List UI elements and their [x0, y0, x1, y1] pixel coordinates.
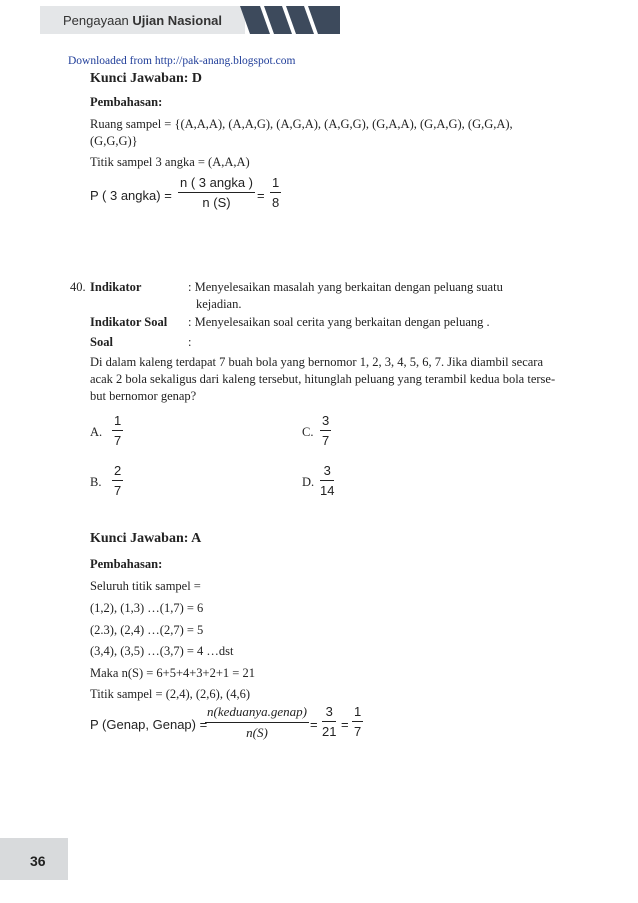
q40-line-0: Seluruh titik sampel = — [90, 579, 201, 593]
q40-soal-line2: acak 2 bola sekaligus dari kaleng tersebut, hitunglah peluang yang terambil kedua bola terse- — [90, 372, 556, 386]
q40-formula-lhs: P (Genap, Genap) = — [90, 717, 208, 732]
q39-pembahasan-label: Pembahasan: — [90, 95, 163, 109]
q40-line-2: (2.3), (2,4) …(2,7) = 5 — [90, 623, 204, 637]
option-d-fraction: 3 14 — [320, 463, 335, 498]
q40-formula-eq1: = — [310, 717, 318, 732]
q40-indikator-value2: kejadian. — [196, 297, 242, 311]
option-a-letter: A. — [90, 425, 103, 439]
option-c-fraction: 3 7 — [322, 413, 330, 448]
q40-pembahasan-label: Pembahasan: — [90, 557, 163, 571]
option-c-letter: C. — [302, 425, 314, 439]
q40-line-1: (1,2), (1,3) …(1,7) = 6 — [90, 601, 204, 615]
q40-formula-fraction: n(keduanya.genap) n(S) — [207, 704, 307, 740]
q40-soal-label: Soal — [90, 335, 113, 349]
q40-number: 40. — [70, 280, 86, 294]
q40-formula-fraction2: 3 21 — [322, 704, 337, 739]
q40-soal-line1: Di dalam kaleng terdapat 7 buah bola yang bernomor 1, 2, 3, 4, 5, 6, 7. Jika diambil secara — [90, 355, 543, 369]
q40-indikator-value: : Menyelesaikan masalah yang berkaitan dengan peluang suatu — [188, 280, 503, 294]
header-stripes — [230, 6, 340, 34]
q40-formula-eq2: = — [341, 717, 349, 732]
option-b-letter: B. — [90, 475, 102, 489]
page-header — [0, 0, 638, 40]
q40-line-4: Maka n(S) = 6+5+4+3+2+1 = 21 — [90, 666, 255, 680]
q40-formula-result: 1 7 — [354, 704, 362, 739]
q40-soal-colon: : — [188, 335, 192, 349]
q39-line2: (G,G,G)} — [90, 134, 138, 148]
q39-formula-lhs: P ( 3 angka) = — [90, 188, 172, 203]
header-title: Pengayaan Ujian Nasional — [63, 13, 222, 28]
q40-line-3: (3,4), (3,5) …(3,7) = 4 …dst — [90, 644, 234, 658]
download-link[interactable]: Downloaded from http://pak-anang.blogspot.com — [68, 55, 296, 67]
q39-formula-fraction: n ( 3 angka ) n (S) — [180, 175, 253, 210]
q40-indikator-soal-label: Indikator Soal — [90, 315, 168, 329]
q39-line3: Titik sampel 3 angka = (A,A,A) — [90, 155, 250, 169]
q39-formula-result: 1 8 — [272, 175, 280, 210]
option-d-letter: D. — [302, 475, 315, 489]
q40-indikator-label: Indikator — [90, 280, 142, 294]
q40-line-5: Titik sampel = (2,4), (2,6), (4,6) — [90, 687, 251, 701]
q39-kunci: Kunci Jawaban: D — [90, 71, 203, 86]
q39-formula-eq: = — [257, 188, 265, 203]
page-number: 36 — [30, 853, 46, 869]
q40-soal-line3: but bernomor genap? — [90, 389, 197, 403]
q39-line1: Ruang sampel = {(A,A,A), (A,A,G), (A,G,A), (A,G,G), (G,A,A), (G,A,G), (G,G,A), — [90, 117, 513, 131]
option-b-fraction: 2 7 — [114, 463, 122, 498]
option-a-fraction: 1 7 — [114, 413, 122, 448]
q40-kunci: Kunci Jawaban: A — [90, 531, 202, 546]
q40-indikator-soal-value: : Menyelesaikan soal cerita yang berkaitan dengan peluang . — [188, 315, 490, 329]
